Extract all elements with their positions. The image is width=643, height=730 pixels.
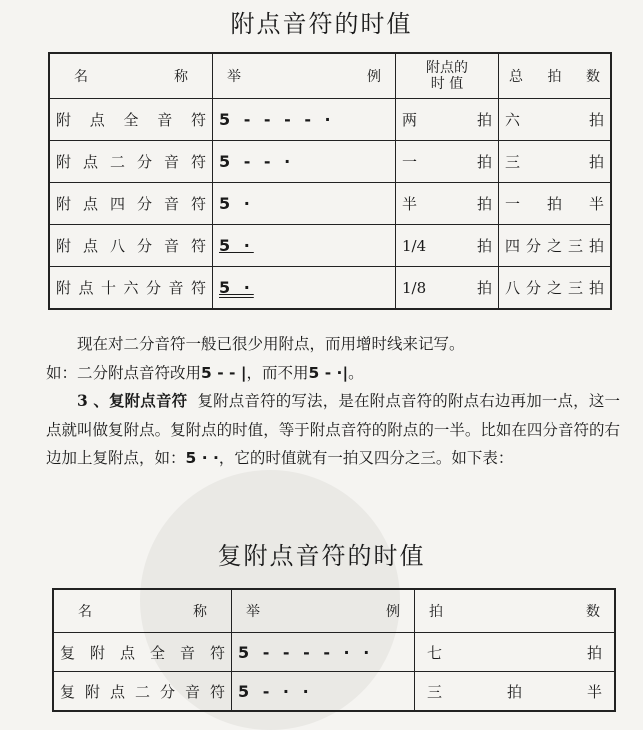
header-name: 名称 bbox=[49, 53, 213, 99]
row-dot-value: 两 拍 bbox=[396, 99, 499, 141]
table2-title: 复附点音符的时值 bbox=[217, 542, 426, 570]
row-name: 复附点二分音符 bbox=[53, 672, 232, 712]
row-example: 5 - - - - · · bbox=[232, 633, 415, 672]
row-example: 5 - · · bbox=[232, 672, 415, 712]
row-example: 5 - - · bbox=[213, 141, 396, 183]
header-total: 总拍数 bbox=[499, 53, 612, 99]
header-name: 名称 bbox=[53, 589, 232, 633]
section-paragraph: 3 、复附点音符 复附点音符的写法，是在附点音符的附点右边再加一点，这一点就叫做复附点。复附点的时值，等于附点音符的附点的一半。比如在四分音符的右边加上复附点，如：5 · ·，它的时值就有一拍又四分之三。如下表： bbox=[46, 391, 620, 467]
table1-title: 附点音符的时值 bbox=[230, 10, 413, 38]
table-row bbox=[49, 225, 611, 267]
table-row bbox=[53, 672, 615, 712]
body-text bbox=[46, 330, 620, 473]
header-dot-value: 附点的 时 值 bbox=[396, 53, 499, 99]
row-example: 5 · bbox=[213, 225, 396, 267]
row-name: 附 点 全 音 符 bbox=[49, 99, 213, 141]
row-dot-value: 1/4 拍 bbox=[396, 225, 499, 267]
example-notation: 5 - ·| bbox=[308, 363, 349, 382]
row-example: 5 · bbox=[213, 183, 396, 225]
example-notation: 5 - - | bbox=[201, 363, 247, 382]
header-example: 举例 bbox=[232, 589, 415, 633]
row-name: 附点二分音符 bbox=[49, 141, 213, 183]
row-total: 四分之三拍 bbox=[499, 225, 612, 267]
row-example: 5 · bbox=[213, 267, 396, 310]
header-example: 举例 bbox=[213, 53, 396, 99]
row-example: 5 - - - - · bbox=[213, 99, 396, 141]
double-dotted-notes-table bbox=[52, 588, 616, 712]
row-name: 附点八分音符 bbox=[49, 225, 213, 267]
section-heading: 3 、复附点音符 bbox=[77, 391, 188, 410]
table-row bbox=[49, 99, 611, 141]
row-total: 三 拍 bbox=[499, 141, 612, 183]
row-dot-value: 1/8 拍 bbox=[396, 267, 499, 310]
row-beats: 三 拍 半 bbox=[415, 672, 616, 712]
example-notation: 5 · · bbox=[185, 449, 219, 467]
row-name: 附点四分音符 bbox=[49, 183, 213, 225]
paragraph-line1: 现在对二分音符一般已很少用附点，而用增时线来记写。 bbox=[77, 335, 465, 353]
row-total: 一 拍 半 bbox=[499, 183, 612, 225]
table-row bbox=[49, 267, 611, 310]
row-dot-value: 半 拍 bbox=[396, 183, 499, 225]
table-row bbox=[53, 633, 615, 672]
header-beats: 拍数 bbox=[415, 589, 616, 633]
row-total: 八分之三拍 bbox=[499, 267, 612, 310]
row-total: 六 拍 bbox=[499, 99, 612, 141]
row-name: 附点十六分音符 bbox=[49, 267, 213, 310]
row-dot-value: 一 拍 bbox=[396, 141, 499, 183]
dotted-notes-table bbox=[48, 52, 612, 310]
row-name: 复 附 点 全 音 符 bbox=[53, 633, 232, 672]
paragraph-line2: 如：二分附点音符改用5 - - |，而不用5 - ·|。 bbox=[46, 363, 364, 382]
table-row bbox=[49, 183, 611, 225]
table-row bbox=[49, 141, 611, 183]
row-beats: 七 拍 bbox=[415, 633, 616, 672]
